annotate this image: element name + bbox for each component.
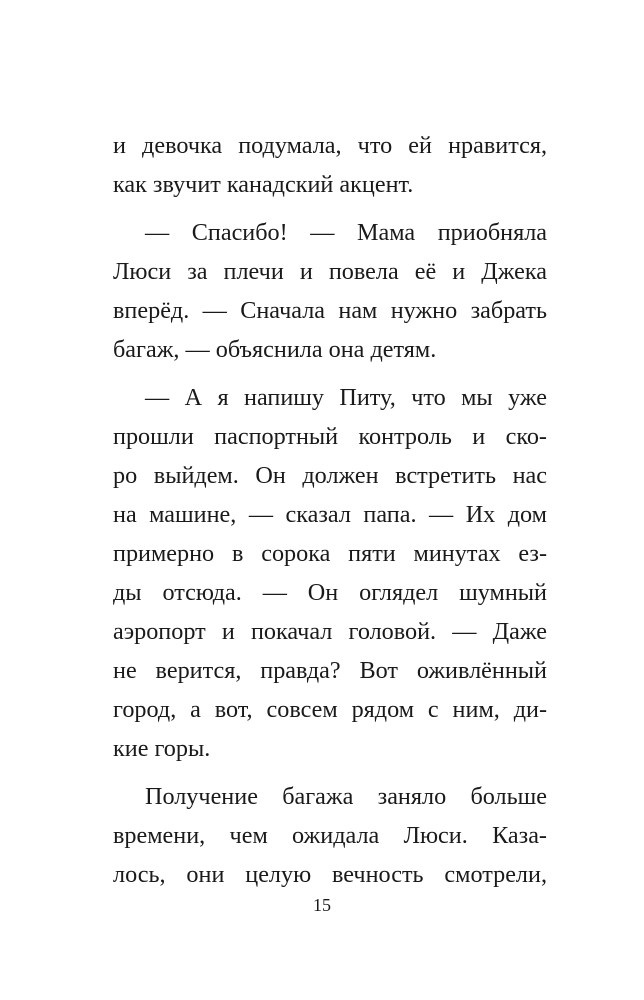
text-line: и девочка подумала, что ей нравится,: [113, 132, 547, 159]
text-line: Люси за плечи и повела её и Джека: [113, 258, 547, 285]
text-line: — Спасибо! — Мама приобняла: [145, 219, 547, 246]
text-line: времени, чем ожидала Люси. Каза-: [113, 822, 547, 849]
text-line: аэропорт и покачал головой. — Даже: [113, 618, 547, 645]
paragraph-1: [113, 126, 547, 204]
text-line: примерно в сорока пяти минутах ез-: [113, 540, 547, 567]
text-line: прошли паспортный контроль и ско-: [113, 423, 547, 450]
page-number: 15: [313, 895, 331, 915]
text-line: багаж, — объяснила она детям.: [113, 336, 437, 363]
text-line: лось, они целую вечность смотрели,: [113, 861, 547, 888]
paragraph-3: [113, 378, 547, 768]
text-line: Получение багажа заняло больше: [145, 783, 547, 810]
text-line: на машине, — сказал папа. — Их дом: [113, 501, 547, 528]
paragraph-4: [113, 777, 547, 894]
text-line: ро выйдем. Он должен встретить нас: [113, 462, 547, 489]
text-line: — А я напишу Питу, что мы уже: [145, 384, 547, 411]
text-line: кие горы.: [113, 735, 211, 762]
text-line: вперёд. — Сначала нам нужно забрать: [113, 297, 547, 324]
text-line: город, а вот, совсем рядом с ним, ди-: [113, 696, 547, 723]
text-line: как звучит канадский акцент.: [113, 171, 414, 198]
text-line: не верится, правда? Вот оживлённый: [113, 657, 547, 684]
paragraph-2: [113, 213, 547, 369]
text-line: ды отсюда. — Он оглядел шумный: [113, 579, 547, 606]
book-text: [113, 126, 547, 903]
